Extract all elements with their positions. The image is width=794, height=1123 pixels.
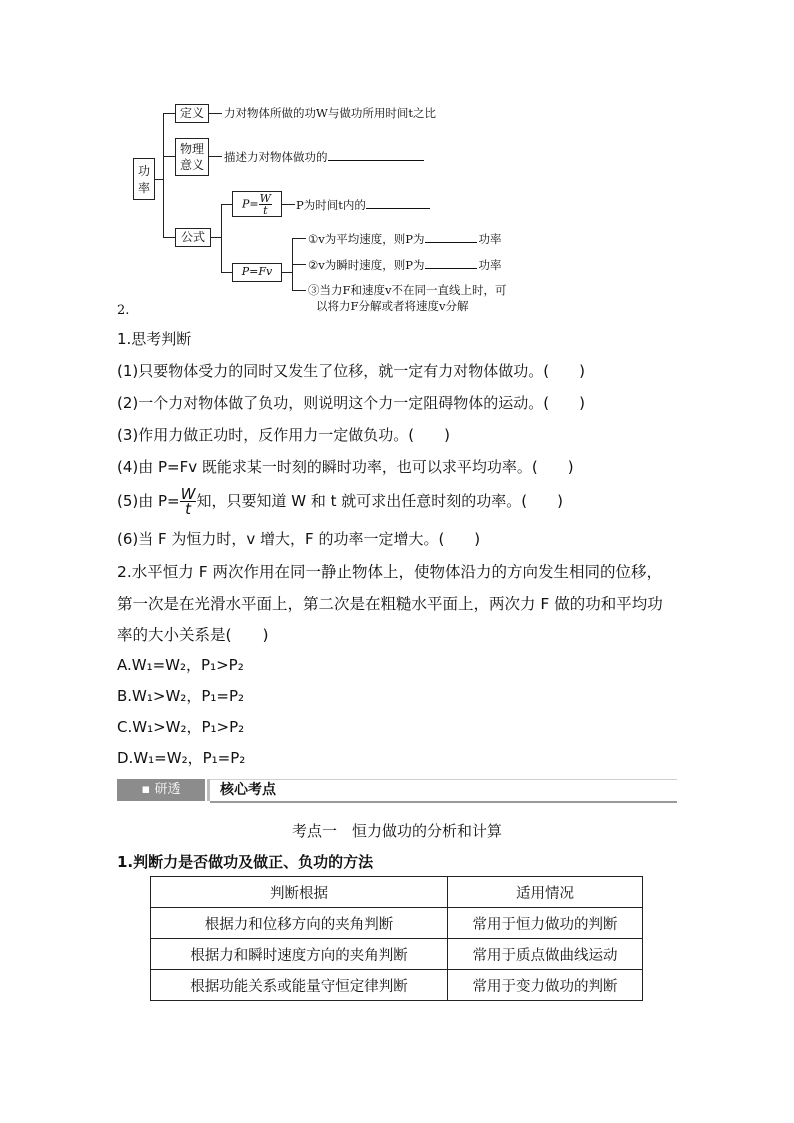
formula-sub-3-cont: 以将力F分解或者将速度v分解: [316, 299, 469, 313]
connector: [292, 264, 306, 265]
answer-blank: [328, 148, 424, 161]
judge-item-5: [117, 484, 563, 518]
sub-2-text: ②v为瞬时速度，则P为: [308, 258, 425, 272]
connector: [163, 156, 175, 157]
table-header: 判断根据: [151, 877, 448, 908]
banner-divider: [207, 779, 210, 801]
formula-average-power: [232, 191, 282, 217]
sub-1-suffix: 功率: [478, 232, 502, 246]
answer-blank: [425, 230, 477, 243]
formula-instant-power: P=Fv: [232, 263, 282, 282]
table-cell: 根据力和位移方向的夹角判断: [151, 908, 448, 939]
judge-item: (6)当 F 为恒力时，v 增大，F 的功率一定增大。( ): [117, 530, 481, 548]
connector: [163, 113, 175, 114]
table-row: [151, 970, 643, 1001]
formula-sub-3: ③当力F和速度v不在同一直线上时，可: [308, 283, 507, 297]
section-banner: [117, 779, 677, 803]
judge-5-suffix: 知，只要知道 W 和 t 就可求出任意时刻的功率。( ): [196, 492, 563, 510]
table-header: 适用情况: [448, 877, 643, 908]
table-row: [151, 939, 643, 970]
connector: [292, 290, 306, 291]
connector: [292, 238, 306, 239]
question-2-line: 第一次是在光滑水平面上，第二次是在粗糙水平面上，两次力 F 做的功和平均功: [117, 595, 663, 613]
connector: [163, 237, 175, 238]
denominator: t: [185, 500, 191, 518]
table-cell: 根据力和瞬时速度方向的夹角判断: [151, 939, 448, 970]
mindmap-meaning-label: 物理 意义: [175, 138, 209, 176]
fraction: [259, 193, 272, 216]
mindmap-meaning-prefix: 描述力对物体做功的: [224, 150, 328, 164]
mindmap-formula-label: 公式: [175, 228, 211, 247]
table-row: [151, 908, 643, 939]
option-b[interactable]: B.W₁>W₂，P₁=P₂: [117, 687, 245, 705]
table-cell: 常用于质点做曲线运动: [448, 939, 643, 970]
connector: [155, 179, 163, 180]
sub-1-text: ①v为平均速度，则P为: [308, 232, 425, 246]
sub-2-suffix: 功率: [478, 258, 502, 272]
connector: [282, 204, 295, 205]
formula-average-prefix: P为时间t内的: [296, 198, 366, 212]
connector: [163, 113, 164, 237]
numerator: W: [259, 192, 271, 205]
mindmap-root: 功 率: [133, 158, 155, 200]
answer-blank: [366, 196, 430, 209]
table-cell: 根据功能关系或能量守恒定律判断: [151, 970, 448, 1001]
judge-5-prefix: (5)由 P=: [117, 492, 180, 510]
formula-average-text: [296, 196, 430, 213]
judge-item: (4)由 P=Fv 既能求某一时刻的瞬时功率，也可以求平均功率。( ): [117, 458, 574, 476]
numerator: W: [180, 485, 196, 503]
formula-sub-1: [308, 230, 502, 247]
question-2-line: 率的大小关系是( ): [117, 626, 269, 644]
answer-blank: [425, 256, 477, 269]
formula-lhs: P=: [242, 197, 259, 211]
mindmap-meaning-text: [224, 148, 424, 165]
connector: [221, 204, 222, 272]
judge-item: (3)作用力做正功时，反作用力一定做负功。( ): [117, 426, 450, 444]
connector: [209, 156, 222, 157]
mindmap-definition-text: 力对物体所做的功W与做功所用时间t之比: [224, 106, 436, 120]
method-table: [150, 876, 643, 1001]
connector: [211, 237, 221, 238]
banner-title: 核心考点: [220, 782, 276, 798]
table-cell: 常用于恒力做功的判断: [448, 908, 643, 939]
section-heading: 1.思考判断: [117, 330, 192, 348]
mindmap-definition-label: 定义: [175, 104, 209, 123]
fraction: [180, 487, 197, 516]
question-2-line: 2.水平恒力 F 两次作用在同一静止物体上，使物体沿力的方向发生相同的位移，: [117, 563, 663, 581]
formula-sub-2: [308, 256, 502, 273]
connector: [221, 272, 232, 273]
connector: [221, 204, 232, 205]
option-d[interactable]: D.W₁=W₂，P₁=P₂: [117, 749, 246, 767]
judge-item: (1)只要物体受力的同时又发生了位移，就一定有力对物体做功。( ): [117, 362, 585, 380]
table-cell: 常用于变力做功的判断: [448, 970, 643, 1001]
connector: [282, 272, 292, 273]
connector: [209, 113, 222, 114]
kaodian-title: 考点一 恒力做功的分析和计算: [291, 822, 502, 840]
item-marker: 2.: [117, 303, 130, 318]
denominator: t: [263, 204, 268, 217]
banner-topline: [210, 779, 677, 780]
option-a[interactable]: A.W₁=W₂，P₁>P₂: [117, 656, 244, 674]
table-header-row: [151, 877, 643, 908]
method-heading: 1.判断力是否做功及做正、负功的方法: [117, 853, 374, 871]
judge-item: (2)一个力对物体做了负功，则说明这个力一定阻碍物体的运动。( ): [117, 394, 585, 412]
option-c[interactable]: C.W₁>W₂，P₁>P₂: [117, 718, 245, 736]
banner-tag: ▪ 研透: [117, 779, 205, 801]
banner-underline: [210, 801, 677, 803]
